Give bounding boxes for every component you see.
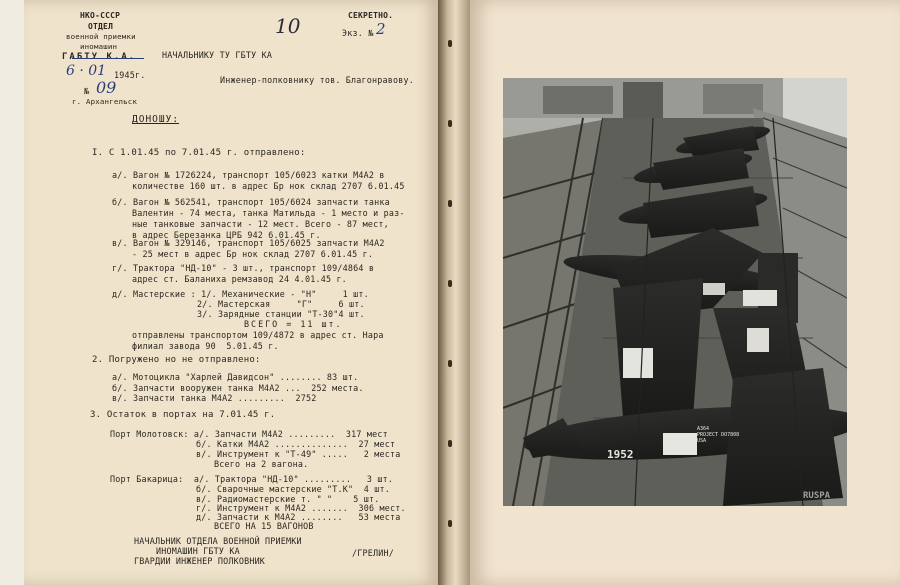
binding-stitch xyxy=(448,280,452,287)
report-line: в адрес Березанка ЦРБ 942 6.01.45 г. xyxy=(132,230,321,240)
report-line: в/. Запчасти танка М4А2 ......... 2752 xyxy=(112,393,317,403)
binding-stitch xyxy=(448,40,452,47)
report-line: Всего на 2 вагона. xyxy=(214,459,309,469)
signature-line: ГВАРДИИ ИНЖЕНЕР ПОЛКОВНИК xyxy=(134,556,266,566)
signature-line: НАЧАЛЬНИК ОТДЕЛА ВОЕННОЙ ПРИЕМКИ xyxy=(134,536,302,546)
report-line: 2/. Мастерская "Г" 6 шт. xyxy=(197,299,365,309)
org-line: ГАБТУ К.А. xyxy=(62,52,137,62)
report-line: количестве 160 шт. в адрес Бр нок склад 2707 6.01.45 xyxy=(132,181,405,191)
year: 1945г. xyxy=(114,70,146,80)
report-line: г/. Трактора "НД-10" - 3 шт., транспорт 109/4864 в xyxy=(112,263,375,273)
secrecy-mark: СЕКРЕТНО. xyxy=(348,11,394,20)
report-line: 3/. Зарядные станции "Т-30"4 шт. xyxy=(197,309,365,319)
report-line: филиал завода 90 5.01.45 г. xyxy=(132,341,279,351)
report-line: ные танковые запчасти - 12 мест. Всего - 87 мест, xyxy=(132,219,389,229)
report-line: Порт Молотовск: а/. Запчасти М4А2 ......... 317 мест xyxy=(110,429,388,439)
report-line: в/. Вагон № 329146, транспорт 105/6025 запчасти М4А2 xyxy=(112,238,385,248)
report-line: б/. Запчасти вооружен танка М4А2 ... 252 места. xyxy=(112,383,364,393)
book-spine xyxy=(438,0,470,585)
signature-name: /ГРЕЛИН/ xyxy=(352,548,394,558)
report-title: ДОНОШУ: xyxy=(132,114,180,125)
org-line: НКО-СССР xyxy=(80,11,121,20)
binding-stitch xyxy=(448,360,452,367)
report-line: г/. Инструмент к М4А2 ....... 306 мест. xyxy=(196,503,406,513)
stamp-rule xyxy=(72,58,144,59)
org-line: военной приемки xyxy=(66,32,136,41)
report-line: Валентин - 74 места, танка Матильда - 1 место и раз- xyxy=(132,208,405,218)
report-line: Порт Бакарица: а/. Трактора "НД-10" ......... 3 шт. xyxy=(110,474,394,484)
page-number: 10 xyxy=(275,14,301,38)
number-label: № xyxy=(84,86,90,96)
copy-label: Экз. № xyxy=(342,28,374,38)
report-line: а/. Мотоцикла "Харлей Давидсон" ........ 83 шт. xyxy=(112,372,359,382)
report-line: - 25 мест в адрес Бр нок склад 2707 6.01.45 г. xyxy=(132,249,374,259)
city: г. Архангельск xyxy=(72,97,138,106)
report-line: в/. Инструмент к "Т-49" ..... 2 места xyxy=(196,449,401,459)
binding-stitch xyxy=(448,120,452,127)
addressee-line: НАЧАЛЬНИКУ ТУ ГБТУ КА xyxy=(162,50,273,60)
photo-marking: 1952 xyxy=(607,448,634,461)
report-line: б/. Вагон № 562541, транспорт 105/6024 запчасти танка xyxy=(112,197,390,207)
signature-line: ИНОМАШИН ГБТУ КА xyxy=(156,546,240,556)
binding-stitch xyxy=(448,200,452,207)
section-heading: I. С 1.01.45 по 7.01.45 г. отправлено: xyxy=(92,148,306,158)
binding-stitch xyxy=(448,440,452,447)
handwritten-date: 6 · 01 xyxy=(66,63,107,79)
handwritten-number: 09 xyxy=(96,78,117,97)
report-line: адрес ст. Баланиха ремзавод 24 4.01.45 г. xyxy=(132,274,347,284)
left-page-edge xyxy=(0,0,24,585)
addressee-line: Инженер-полковнику тов. Благонравову. xyxy=(220,75,414,85)
report-line: а/. Вагон № 1726224, транспорт 105/6023 катки М4А2 в xyxy=(112,170,385,180)
report-line: ВСЕГО НА 15 ВАГОНОВ xyxy=(214,521,314,531)
org-line: иномашин xyxy=(80,42,118,51)
report-line: в/. Радиомастерские т. " " 5 шт. xyxy=(196,494,380,504)
section-heading: 3. Остаток в портах на 7.01.45 г. xyxy=(90,410,276,420)
report-line: д/. Запчасти к М4А2 ........ 53 места xyxy=(196,512,401,522)
aircraft-photo xyxy=(503,78,847,506)
report-line: б/. Сварочные мастерские "Т.К" 4 шт. xyxy=(196,484,390,494)
aircraft-photo-drawing xyxy=(503,78,847,506)
report-line: д/. Мастерские : 1/. Механические - "Н" 1 шт. xyxy=(112,289,369,299)
photo-marking: A364 xyxy=(697,426,710,432)
photo-marking: RUSPA xyxy=(803,491,831,501)
photo-marking: PROJECT DO7808 xyxy=(697,432,740,438)
report-line: отправлены транспортом 109/4872 в адрес ст. Нара xyxy=(132,330,384,340)
org-line: ОТДЕЛ xyxy=(88,22,114,31)
report-line: б/. Катки М4А2 .............. 27 мест xyxy=(196,439,396,449)
copy-number: 2 xyxy=(376,20,386,38)
report-line: ВСЕГО = 11 шт. xyxy=(244,319,343,329)
section-heading: 2. Погружено но не отправлено: xyxy=(92,355,261,365)
binding-stitch xyxy=(448,520,452,527)
photo-marking: USA xyxy=(697,438,707,444)
